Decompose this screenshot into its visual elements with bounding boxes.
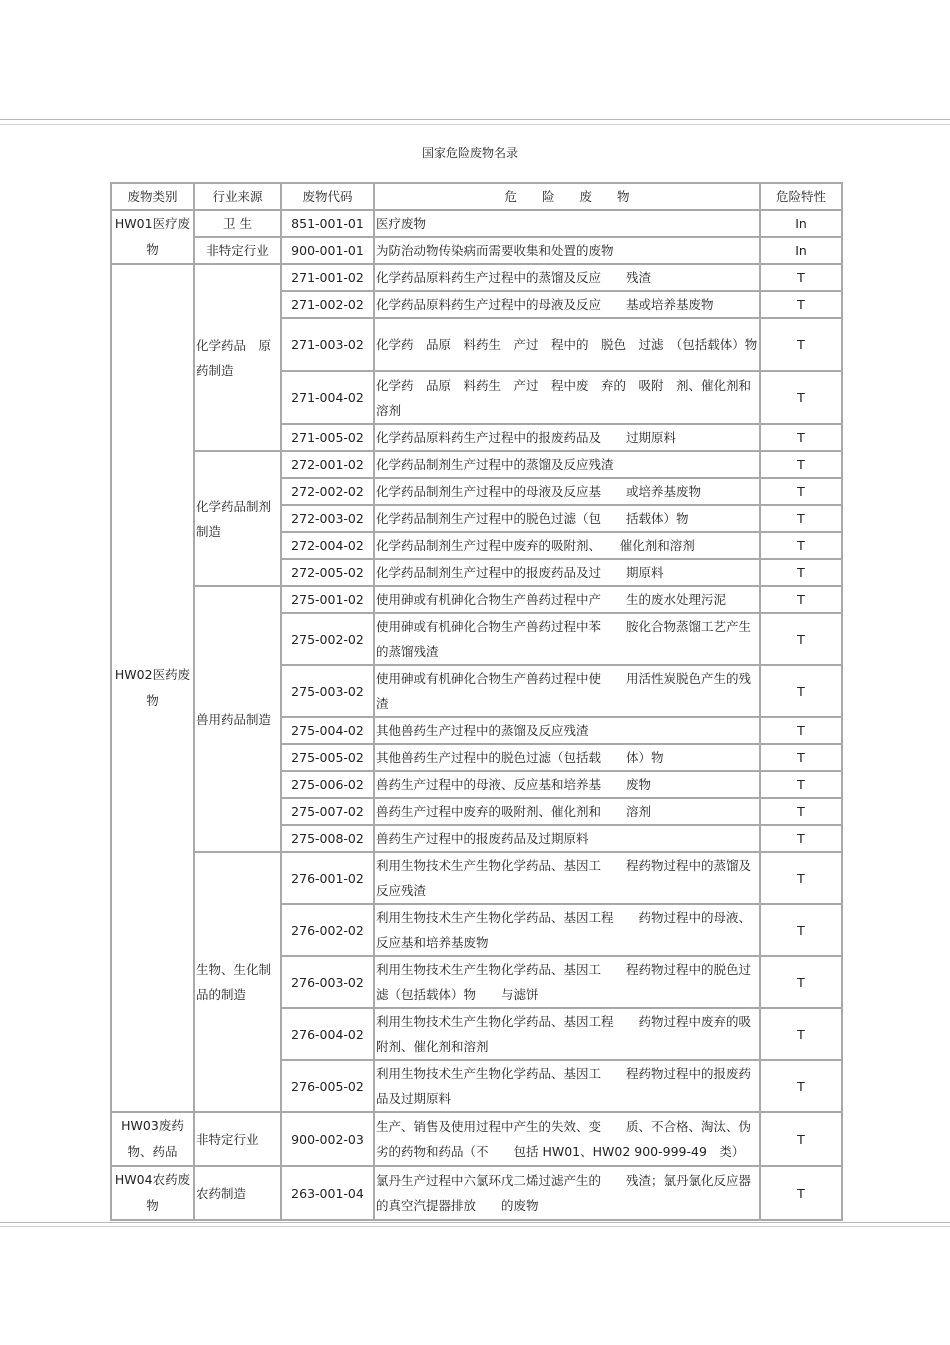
hazard-cell: T bbox=[760, 478, 842, 505]
header-category: 废物类别 bbox=[111, 183, 194, 210]
hazard-cell: T bbox=[760, 264, 842, 291]
table-row bbox=[111, 210, 842, 237]
description-cell: 使用砷或有机砷化合物生产兽药过程中使 用活性炭脱色产生的残渣 bbox=[374, 665, 760, 717]
hazard-cell: T bbox=[760, 559, 842, 586]
description-cell: 利用生物技术生产生物化学药品、基因工 程药物过程中的脱色过滤（包括载体）物 与滤饼 bbox=[374, 956, 760, 1008]
code-cell: 900-002-03 bbox=[281, 1112, 374, 1166]
bottom-rule bbox=[0, 1222, 950, 1223]
header-description: 危 险 废 物 bbox=[374, 183, 760, 210]
top-rule bbox=[0, 119, 950, 120]
code-cell: 851-001-01 bbox=[281, 210, 374, 237]
hazard-cell: T bbox=[760, 771, 842, 798]
description-cell: 化学药品原料药生产过程中的母液及反应 基或培养基废物 bbox=[374, 291, 760, 318]
table-row bbox=[111, 237, 842, 264]
hazard-cell: T bbox=[760, 371, 842, 424]
description-cell: 医疗废物 bbox=[374, 210, 760, 237]
header-code: 废物代码 bbox=[281, 183, 374, 210]
table-row bbox=[111, 1112, 842, 1166]
description-cell: 化学药品制剂生产过程中废弃的吸附剂、 催化剂和溶剂 bbox=[374, 532, 760, 559]
description-cell: 兽药生产过程中的报废药品及过期原料 bbox=[374, 825, 760, 852]
hazard-cell: T bbox=[760, 451, 842, 478]
description-cell: 化学药品原料药生产过程中的报废药品及 过期原料 bbox=[374, 424, 760, 451]
code-cell: 272-005-02 bbox=[281, 559, 374, 586]
description-cell: 氯丹生产过程中六氯环戊二烯过滤产生的 残渣；氯丹氯化反应器的真空汽提器排放 的废物 bbox=[374, 1166, 760, 1220]
industry-cell: 非特定行业 bbox=[194, 1112, 281, 1166]
table-header-row bbox=[111, 183, 842, 210]
category-cell: HW04农药废物 bbox=[111, 1166, 194, 1220]
industry-cell: 化学药品制剂制造 bbox=[194, 451, 281, 586]
table-row bbox=[111, 586, 842, 613]
hazard-cell: T bbox=[760, 665, 842, 717]
code-cell: 272-002-02 bbox=[281, 478, 374, 505]
top-rule-secondary bbox=[0, 124, 950, 125]
code-cell: 271-001-02 bbox=[281, 264, 374, 291]
bottom-rule-secondary bbox=[0, 1226, 950, 1227]
description-cell: 兽药生产过程中废弃的吸附剂、催化剂和 溶剂 bbox=[374, 798, 760, 825]
table-row bbox=[111, 1166, 842, 1220]
hazard-cell: T bbox=[760, 1008, 842, 1060]
code-cell: 271-003-02 bbox=[281, 318, 374, 371]
code-cell: 275-002-02 bbox=[281, 613, 374, 665]
industry-cell: 卫 生 bbox=[194, 210, 281, 237]
hazard-cell: T bbox=[760, 532, 842, 559]
code-cell: 272-004-02 bbox=[281, 532, 374, 559]
code-cell: 271-004-02 bbox=[281, 371, 374, 424]
description-cell: 化学药 品原 料药生 产过 程中的 脱色 过滤 （包括载体）物 bbox=[374, 318, 760, 371]
code-cell: 276-002-02 bbox=[281, 904, 374, 956]
industry-cell: 化学药品 原药制造 bbox=[194, 264, 281, 451]
code-cell: 275-008-02 bbox=[281, 825, 374, 852]
code-cell: 271-005-02 bbox=[281, 424, 374, 451]
description-cell: 利用生物技术生产生物化学药品、基因工 程药物过程中的报废药品及过期原料 bbox=[374, 1060, 760, 1112]
hazard-cell: T bbox=[760, 424, 842, 451]
hazard-cell: T bbox=[760, 505, 842, 532]
hazard-cell: T bbox=[760, 291, 842, 318]
hazard-cell: T bbox=[760, 904, 842, 956]
category-cell: HW01医疗废物 bbox=[111, 210, 194, 264]
hazard-cell: In bbox=[760, 210, 842, 237]
description-cell: 生产、销售及使用过程中产生的失效、变 质、不合格、淘汰、伪劣的药物和药品（不 包括 HW01、HW02 900-999-49 类） bbox=[374, 1112, 760, 1166]
description-cell: 化学药品原料药生产过程中的蒸馏及反应 残渣 bbox=[374, 264, 760, 291]
code-cell: 276-004-02 bbox=[281, 1008, 374, 1060]
code-cell: 275-006-02 bbox=[281, 771, 374, 798]
hazard-cell: T bbox=[760, 717, 842, 744]
hazard-cell: T bbox=[760, 852, 842, 904]
code-cell: 263-001-04 bbox=[281, 1166, 374, 1220]
description-cell: 兽药生产过程中的母液、反应基和培养基 废物 bbox=[374, 771, 760, 798]
hazard-cell: T bbox=[760, 586, 842, 613]
header-industry: 行业来源 bbox=[194, 183, 281, 210]
description-cell: 利用生物技术生产生物化学药品、基因工程 药物过程中废弃的吸附剂、催化剂和溶剂 bbox=[374, 1008, 760, 1060]
description-cell: 利用生物技术生产生物化学药品、基因工程 药物过程中的母液、反应基和培养基废物 bbox=[374, 904, 760, 956]
hazard-cell: T bbox=[760, 318, 842, 371]
description-cell: 使用砷或有机砷化合物生产兽药过程中产 生的废水处理污泥 bbox=[374, 586, 760, 613]
hazard-cell: T bbox=[760, 613, 842, 665]
code-cell: 276-003-02 bbox=[281, 956, 374, 1008]
code-cell: 276-005-02 bbox=[281, 1060, 374, 1112]
category-cell: HW02医药废物 bbox=[111, 264, 194, 1112]
description-cell: 使用砷或有机砷化合物生产兽药过程中苯 胺化合物蒸馏工艺产生的蒸馏残渣 bbox=[374, 613, 760, 665]
code-cell: 276-001-02 bbox=[281, 852, 374, 904]
code-cell: 272-001-02 bbox=[281, 451, 374, 478]
header-hazard: 危险特性 bbox=[760, 183, 842, 210]
industry-cell: 农药制造 bbox=[194, 1166, 281, 1220]
table-row bbox=[111, 264, 842, 291]
code-cell: 275-003-02 bbox=[281, 665, 374, 717]
description-cell: 化学药品制剂生产过程中的脱色过滤（包 括载体）物 bbox=[374, 505, 760, 532]
table-row bbox=[111, 451, 842, 478]
industry-cell: 兽用药品制造 bbox=[194, 586, 281, 852]
hazard-cell: T bbox=[760, 1060, 842, 1112]
hazard-cell: T bbox=[760, 956, 842, 1008]
code-cell: 275-007-02 bbox=[281, 798, 374, 825]
page-title: 国家危险废物名录 bbox=[421, 146, 518, 160]
code-cell: 275-001-02 bbox=[281, 586, 374, 613]
hazardous-waste-table bbox=[110, 182, 843, 1221]
hazard-cell: T bbox=[760, 1112, 842, 1166]
code-cell: 275-004-02 bbox=[281, 717, 374, 744]
category-cell: HW03废药物、药品 bbox=[111, 1112, 194, 1166]
code-cell: 271-002-02 bbox=[281, 291, 374, 318]
code-cell: 275-005-02 bbox=[281, 744, 374, 771]
description-cell: 化学药品制剂生产过程中的母液及反应基 或培养基废物 bbox=[374, 478, 760, 505]
hazard-cell: T bbox=[760, 825, 842, 852]
description-cell: 化学药品制剂生产过程中的蒸馏及反应残渣 bbox=[374, 451, 760, 478]
code-cell: 900-001-01 bbox=[281, 237, 374, 264]
table-row bbox=[111, 852, 842, 904]
description-cell: 利用生物技术生产生物化学药品、基因工 程药物过程中的蒸馏及反应残渣 bbox=[374, 852, 760, 904]
code-cell: 272-003-02 bbox=[281, 505, 374, 532]
industry-cell: 非特定行业 bbox=[194, 237, 281, 264]
description-cell: 为防治动物传染病而需要收集和处置的废物 bbox=[374, 237, 760, 264]
hazard-cell: T bbox=[760, 744, 842, 771]
industry-cell: 生物、生化制品的制造 bbox=[194, 852, 281, 1112]
description-cell: 化学药 品原 料药生 产过 程中废 弃的 吸附 剂、催化剂和溶剂 bbox=[374, 371, 760, 424]
hazard-cell: T bbox=[760, 798, 842, 825]
hazard-cell: T bbox=[760, 1166, 842, 1220]
hazard-cell: In bbox=[760, 237, 842, 264]
description-cell: 其他兽药生产过程中的蒸馏及反应残渣 bbox=[374, 717, 760, 744]
description-cell: 其他兽药生产过程中的脱色过滤（包括载 体）物 bbox=[374, 744, 760, 771]
description-cell: 化学药品制剂生产过程中的报废药品及过 期原料 bbox=[374, 559, 760, 586]
